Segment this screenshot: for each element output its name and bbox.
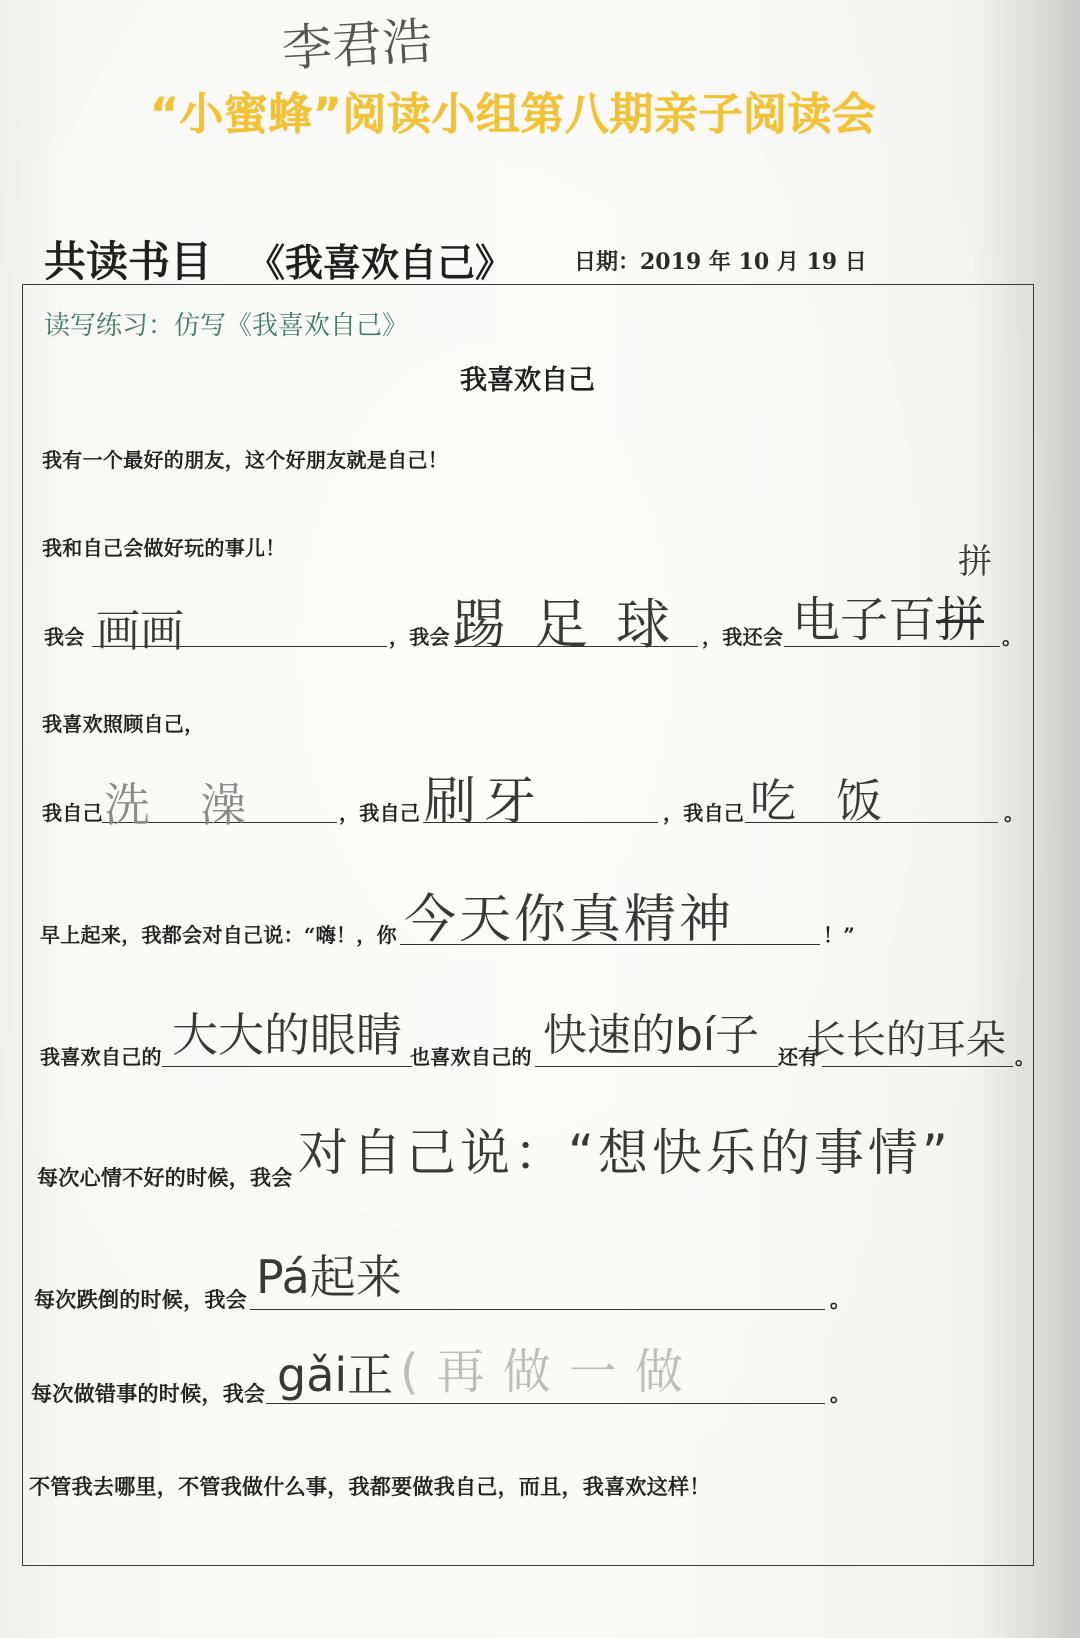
sentence-end: 。 xyxy=(1004,801,1025,825)
answer-blank xyxy=(162,1066,412,1067)
care-intro: 我喜欢照顾自己， xyxy=(42,712,205,736)
handwritten-answer: 吃饭 xyxy=(750,774,922,828)
prompt-text: ，我会 xyxy=(389,625,450,649)
handwritten-answer: 快速的bí子 xyxy=(543,1010,760,1061)
section-label: 读写练习：仿写《我喜欢自己》 xyxy=(44,311,409,341)
prompt-text: 每次心情不好的时候，我会 xyxy=(37,1165,293,1190)
sentence-end: ！” xyxy=(823,923,856,947)
prompt-text: ，我还会 xyxy=(702,625,784,649)
handwritten-answer: 大大的眼睛 xyxy=(172,1008,402,1062)
handwritten-answer: gǎi正 xyxy=(277,1348,394,1402)
handwritten-answer: 今天你真精神 xyxy=(404,890,735,950)
answer-blank xyxy=(250,1309,825,1310)
erased-handwriting: (再做一做 xyxy=(400,1344,701,1400)
prompt-text: 早上起来，我都会对自己说：“嗨！，你 xyxy=(40,923,397,947)
answer-blank xyxy=(266,1403,825,1404)
prompt-text: 我会 xyxy=(44,625,85,649)
event-date: 日期：2019 年 10 月 19 日 xyxy=(574,249,867,275)
prompt-text: ，我自己 xyxy=(339,801,421,825)
crossed-out-character: 拼 xyxy=(936,592,985,648)
closing-line: 不管我去哪里，不管我做什么事，我都要做我自己，而且，我喜欢这样！ xyxy=(29,1474,711,1499)
handwritten-answer xyxy=(792,592,985,648)
event-title: “小蜜蜂”阅读小组第八期亲子阅读会 xyxy=(150,89,877,140)
handwritten-answer: 对自己说：“想快乐的事情” xyxy=(298,1124,952,1182)
book-title: 《我喜欢自己》 xyxy=(247,241,514,285)
prompt-text: 还有 xyxy=(778,1045,819,1069)
prompt-text: 我喜欢自己的 xyxy=(40,1045,162,1069)
prompt-text: 我自己 xyxy=(42,801,103,825)
intro-line-1: 我有一个最好的朋友，这个好朋友就是自己！ xyxy=(42,448,448,472)
intro-line-2: 我和自己会做好玩的事儿！ xyxy=(42,536,286,560)
sentence-end: 。 xyxy=(830,1381,852,1406)
sentence-end: 。 xyxy=(1015,1045,1036,1069)
handwritten-answer: 洗澡 xyxy=(104,778,296,832)
handwritten-answer: Pá起来 xyxy=(256,1250,402,1304)
sentence-end: 。 xyxy=(1002,625,1023,649)
sentence-end: 。 xyxy=(830,1287,852,1312)
handwritten-answer: 刷牙 xyxy=(424,772,545,832)
prompt-text: 也喜欢自己的 xyxy=(410,1045,532,1069)
answer-blank xyxy=(535,1066,778,1067)
handwritten-answer-text: 电子百 xyxy=(792,592,937,648)
answer-blank xyxy=(822,1066,1013,1067)
student-name-handwritten: 李君浩 xyxy=(280,12,434,78)
prompt-text: 每次做错事的时候，我会 xyxy=(31,1381,266,1406)
worksheet-heading: 我喜欢自己 xyxy=(460,365,595,396)
handwritten-answer: 踢足球 xyxy=(452,593,698,656)
handwritten-answer: 画画 xyxy=(96,606,184,657)
handwritten-answer: 长长的耳朵 xyxy=(806,1017,1006,1063)
prompt-text: ，我自己 xyxy=(663,801,745,825)
book-label: 共读书目 xyxy=(44,237,213,286)
prompt-text: 每次跌倒的时候，我会 xyxy=(34,1287,247,1312)
handwritten-correction: 拼 xyxy=(958,542,992,582)
